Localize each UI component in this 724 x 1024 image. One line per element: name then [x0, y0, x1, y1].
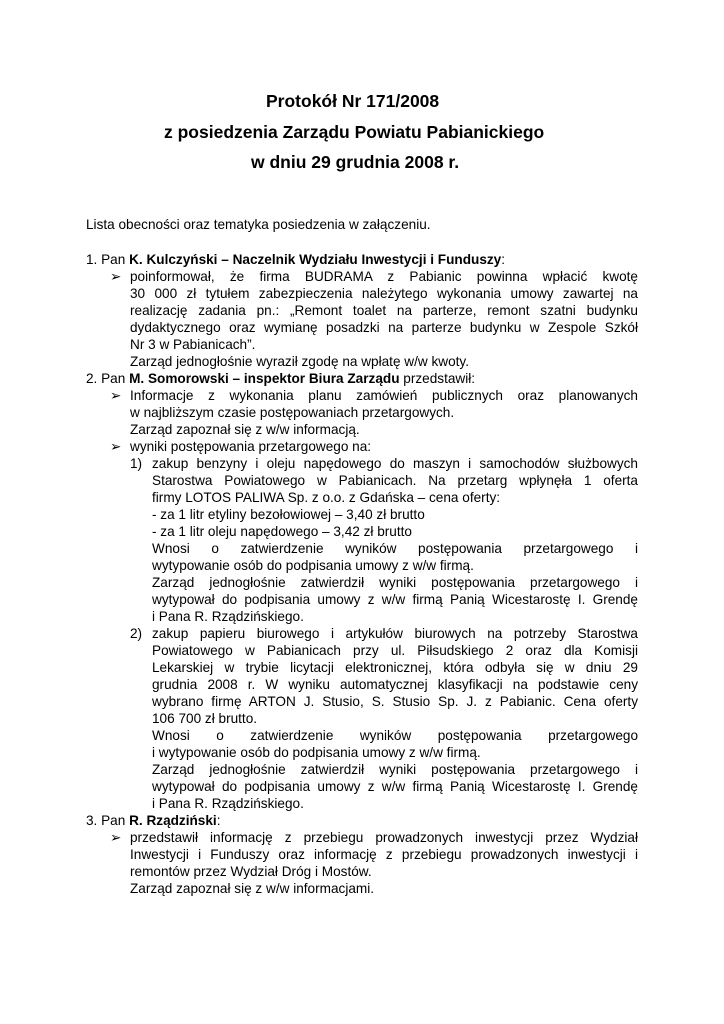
item-1-line: dydaktycznego oraz wymianę posadzki na parterze budynku w Zespole Szkół [130, 320, 638, 335]
sub-item-1-line: Zarząd jednogłośnie zatwierdził wyniki postępowania przetargowego i [152, 575, 638, 590]
item-3-heading [86, 812, 220, 829]
sub-item-1-line: wytypował do podpisania umowy z w/w firmą Panią Wicestarostę I. Grendę [152, 592, 638, 607]
document-title: Protokół Nr 171/2008 [266, 91, 440, 111]
sub-item-2-line: Lekarskiej w trybie licytacji elektronicznej, która odbyła się w dniu 29 [152, 660, 638, 675]
arrow-bullet-icon: ➢ [110, 388, 122, 403]
arrow-bullet-icon: ➢ [110, 269, 122, 284]
sub-item-2-line: Powiatowego w Pabianicach przy ul. Piłsudskiego 2 oraz dla Komisji [152, 643, 638, 658]
sub-item-2-line: grudnia 2008 r. W wyniku automatycznej klasyfikacji na podstawie ceny [152, 677, 638, 692]
item-3-number: 3. Pan [86, 813, 130, 828]
document-date: w dniu 29 grudnia 2008 r. [251, 152, 460, 172]
item-1-number: 1. Pan [86, 252, 130, 267]
sub-item-2-line: Wnosi o zatwierdzenie wyników postępowania przetargowego [152, 728, 638, 743]
item-1-heading [86, 251, 505, 268]
item-2-b-line: wyniki postępowania przetargowego na: [130, 439, 372, 454]
sub-item-1-line: wytypowanie osób do podpisania umowy z w/w firmą. [152, 558, 474, 573]
sub-item-1-number: 1) [130, 456, 143, 471]
item-3-line: remontów przez Wydział Dróg i Mostów. [130, 864, 372, 879]
sub-item-1-line: Wnosi o zatwierdzenie wyników postępowania przetargowego i [152, 541, 638, 556]
sub-item-2-number: 2) [130, 626, 143, 641]
item-1-line: Zarząd jednogłośnie wyraził zgodę na wpłatę w/w kwoty. [130, 354, 470, 369]
item-2-person: M. Somorowski – inspektor Biura Zarządu [129, 371, 400, 386]
sub-item-2-line: i Pana R. Rządzińskiego. [152, 796, 304, 811]
item-3-line: Inwestycji i Funduszy oraz informację z przebiegu prowadzonych inwestycji i [130, 847, 638, 862]
sub-item-1-line: - za 1 litr etyliny bezołowiowej – 3,40 zł brutto [152, 507, 425, 522]
arrow-bullet-icon: ➢ [110, 830, 122, 845]
item-3-line: przedstawił informację z przebiegu prowadzonych inwestycji przez Wydział [130, 830, 638, 845]
sub-item-1-line: - za 1 litr oleju napędowego – 3,42 zł brutto [152, 524, 412, 539]
item-3-suffix: : [216, 813, 221, 828]
item-2-a-line: w najbliższym czasie postępowaniach przetargowych. [130, 405, 455, 420]
sub-item-2-line: zakup papieru biurowego i artykułów biurowych na potrzeby Starostwa [152, 626, 638, 641]
item-2-heading [86, 370, 475, 387]
sub-item-1-line: Starostwa Powiatowego w Pabianicach. Na przetarg wpłynęła 1 oferta [152, 473, 638, 488]
arrow-bullet-icon: ➢ [110, 439, 122, 454]
item-2-suffix: przedstawił: [399, 371, 476, 386]
sub-item-1-line: firmy LOTOS PALIWA Sp. z o.o. z Gdańska – cena oferty: [152, 490, 501, 505]
item-1-suffix: : [501, 252, 506, 267]
item-1-line: 30 000 zł tytułem zabezpieczenia należytego wykonania umowy zawartej na [130, 286, 638, 301]
sub-item-2-line: i wytypowanie osób do podpisania umowy z w/w firmą. [152, 745, 481, 760]
sub-item-2-line: wytypował do podpisania umowy z w/w firmą Panią Wicestarostę I. Grendę [152, 779, 638, 794]
sub-item-2-line: Zarząd jednogłośnie zatwierdził wyniki postępowania przetargowego i [152, 762, 638, 777]
item-1-person: K. Kulczyński – Naczelnik Wydziału Inwestycji i Funduszy [129, 252, 502, 267]
sub-item-2-line: wybrano firmę ARTON J. Stusio, S. Stusio Sp. J. z Pabianic. Cena oferty [152, 694, 638, 709]
item-1-line: realizację zadania pn.: „Remont toalet na parterze, remont szatni budynku [130, 303, 638, 318]
item-1-line: Nr 3 w Pabianicach”. [130, 337, 256, 352]
sub-item-2-line: 106 700 zł brutto. [152, 711, 258, 726]
item-2-a-line: Informacje z wykonania planu zamówień publicznych oraz planowanych [130, 388, 638, 403]
item-3-person: R. Rządziński [129, 813, 217, 828]
item-2-a-line: Zarząd zapoznał się z w/w informacją. [130, 422, 360, 437]
item-1-line: poinformował, że firma BUDRAMA z Pabianic powinna wpłacić kwotę [130, 269, 638, 284]
sub-item-1-line: zakup benzyny i oleju napędowego do maszyn i samochodów służbowych [152, 456, 638, 471]
intro-text: Lista obecności oraz tematyka posiedzenia w załączeniu. [86, 217, 431, 232]
item-3-line: Zarząd zapoznał się z w/w informacjami. [130, 881, 375, 896]
document-subtitle: z posiedzenia Zarządu Powiatu Pabianickiego [164, 122, 545, 142]
item-2-number: 2. Pan [86, 371, 130, 386]
sub-item-1-line: i Pana R. Rządzińskiego. [152, 609, 304, 624]
